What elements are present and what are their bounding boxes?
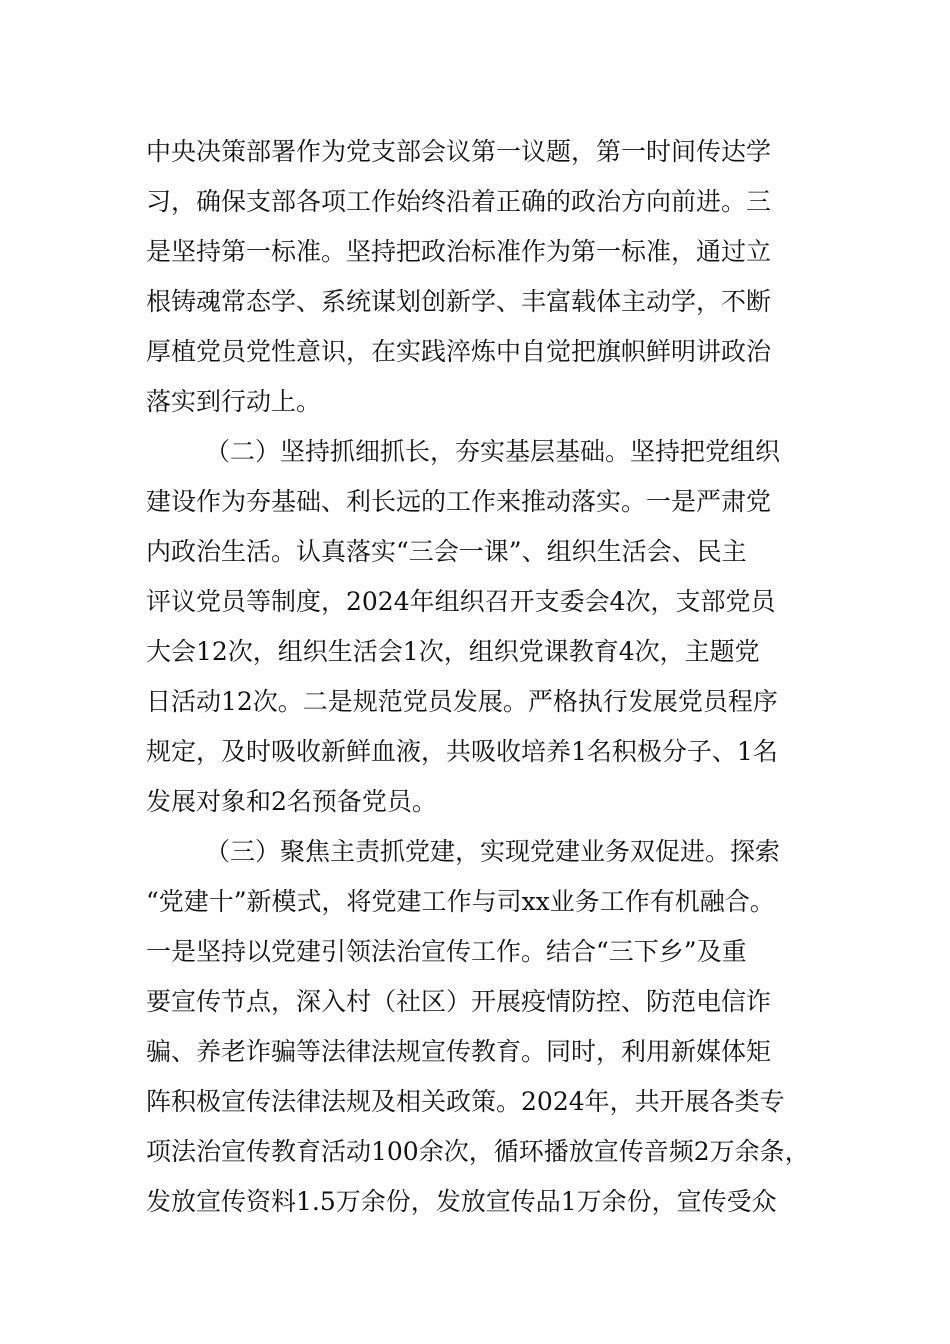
section-heading-line: （三）聚焦主责抓党建，实现党建业务双促进。探索 (205, 837, 781, 866)
section-heading-line: （二）坚持抓细抓长，夯实基层基础。坚持把党组织 (205, 437, 781, 466)
body-text-line: 项法治宣传教育活动100余次，循环播放宣传音频2万余条， (146, 1137, 810, 1166)
body-text-line: 厚植党员党性意识，在实践淬炼中自觉把旗帜鲜明讲政治 (146, 337, 772, 366)
body-text-line: 阵积极宣传法律法规及相关政策。2024年，共开展各类专 (146, 1087, 785, 1116)
body-text-line: “党建十”新模式，将党建工作与司xx业务工作有机融合。 (146, 887, 775, 916)
body-text-line: 大会12次，组织生活会1次，组织党课教育4次，主题党 (146, 637, 760, 666)
body-text-line: 评议党员等制度，2024年组织召开支委会4次，支部党员 (146, 587, 776, 616)
body-text-line: 一是坚持以党建引领法治宣传工作。结合“三下乡”及重 (146, 937, 747, 966)
body-text-line: 习，确保支部各项工作始终沿着正确的政治方向前进。三 (146, 187, 772, 216)
body-text-line: 落实到行动上。 (146, 387, 322, 416)
body-text-line: 骗、养老诈骗等法律法规宣传教育。同时，利用新媒体矩 (146, 1037, 772, 1066)
body-text-line: 发放宣传资料1.5万余份，发放宣传品1万余份，宣传受众 (146, 1187, 777, 1216)
body-text-line: 根铸魂常态学、系统谋划创新学、丰富载体主动学，不断 (146, 287, 772, 316)
body-text-line: 日活动12次。二是规范党员发展。严格执行发展党员程序 (146, 687, 778, 716)
body-text-line: 规定，及时吸收新鲜血液，共吸收培养1名积极分子、1名 (146, 737, 778, 766)
body-text-line: 是坚持第一标准。坚持把政治标准作为第一标准，通过立 (146, 237, 772, 266)
body-text-line: 建设作为夯基础、利长远的工作来推动落实。一是严肃党 (146, 487, 772, 516)
body-text-line: 发展对象和2名预备党员。 (146, 787, 437, 816)
body-text-line: 内政治生活。认真落实“三会一课”、组织生活会、民主 (146, 537, 747, 566)
body-text-line: 要宣传节点，深入村（社区）开展疫情防控、防范电信诈 (146, 987, 772, 1016)
body-text-line: 中央决策部署作为党支部会议第一议题，第一时间传达学 (146, 137, 772, 166)
